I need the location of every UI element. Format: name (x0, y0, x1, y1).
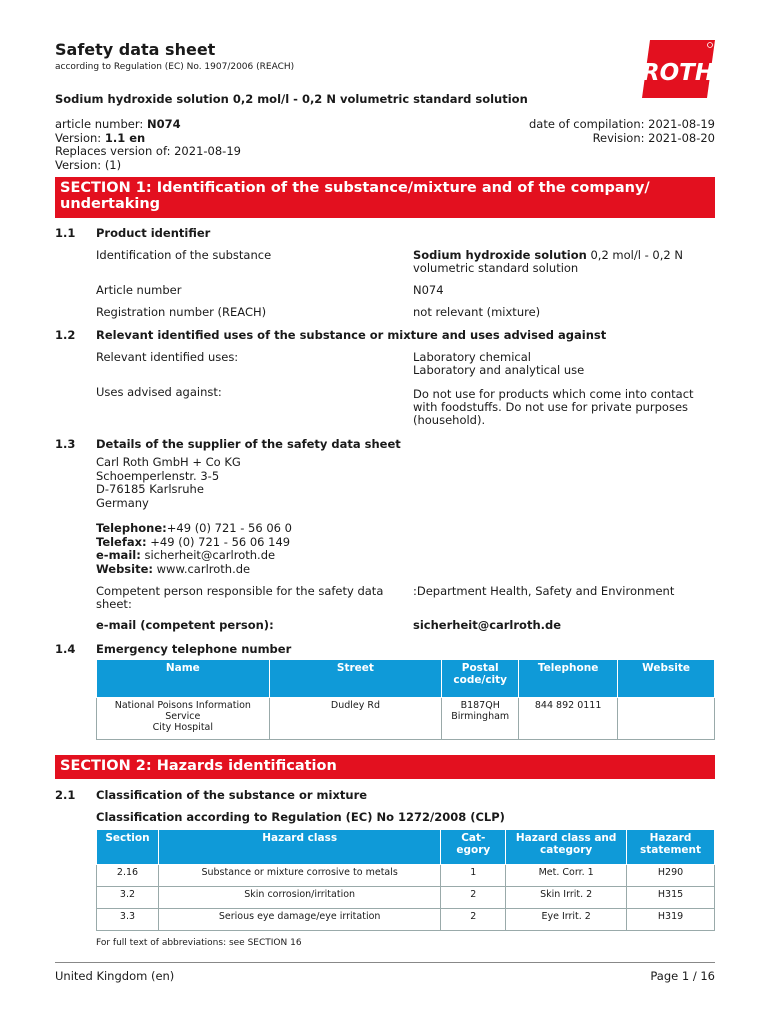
document-subtitle: according to Regulation (EC) No. 1907/2006 (REACH) (55, 62, 295, 72)
table-cell: Skin Irrit. 2 (506, 887, 627, 909)
supplier-contacts (96, 522, 292, 576)
table-cell-website (618, 698, 715, 740)
against-line: (household). (413, 413, 486, 427)
version-label: Version: (55, 130, 102, 145)
table-cell-telephone: 844 892 0111 (519, 698, 618, 740)
against-value (413, 388, 694, 427)
uses-line: Laboratory chemical (413, 350, 531, 364)
table-header: Postal code/city (442, 660, 519, 698)
article-number-value: N074 (146, 117, 181, 131)
against-line: Do not use for products which come into contact (413, 387, 694, 401)
subsection-title: Emergency telephone number (96, 642, 292, 656)
section-2-header (55, 755, 715, 779)
subsection-number: 1.4 (55, 642, 76, 656)
telephone-label: Telephone: (96, 521, 167, 535)
table-header-row (97, 830, 715, 865)
uses-label: Relevant identified uses: (96, 350, 239, 364)
hazard-table (96, 829, 715, 931)
table-header: Cat- egory (441, 830, 506, 865)
competent-value: :Department Health, Safety and Environment (413, 584, 675, 598)
against-line: with foodstuffs. Do not use for private purposes (413, 400, 689, 414)
table-row (97, 887, 715, 909)
table-cell: Skin corrosion/irritation (158, 887, 440, 909)
telephone-value: +49 (0) 721 - 56 06 0 (166, 521, 292, 535)
abbreviations-note: For full text of abbreviations: see SECTION 16 (96, 938, 302, 948)
subsection-number: 2.1 (55, 788, 76, 802)
table-cell: Substance or mixture corrosive to metals (158, 865, 440, 887)
company-street: Schoemperlenstr. 3-5 (96, 468, 220, 483)
cell-line: National Poisons Information (114, 700, 251, 711)
article-label: Article number (96, 283, 182, 297)
table-cell-postal (442, 698, 519, 740)
subsection-title: Relevant identified uses of the substance or mixture and uses advised against (96, 328, 607, 342)
table-cell: Serious eye damage/eye irritation (158, 909, 440, 931)
table-cell-name (97, 698, 270, 740)
cell-line: City Hospital (152, 722, 214, 733)
competent-label-line: sheet: (96, 597, 132, 611)
subsection-number: 1.2 (55, 328, 76, 342)
emergency-table (96, 659, 715, 740)
meta-left (55, 118, 241, 172)
article-value: N074 (413, 283, 444, 297)
table-cell: Eye Irrit. 2 (506, 909, 627, 931)
reach-value: not relevant (mixture) (413, 305, 541, 319)
table-cell: H315 (627, 887, 715, 909)
document-title: Safety data sheet (55, 40, 216, 59)
ident-value-rest: 0,2 mol/l - 0,2 N (586, 248, 683, 262)
table-row (97, 909, 715, 931)
footer-locale: United Kingdom (en) (55, 969, 175, 983)
uses-value (413, 351, 584, 377)
telefax-value: +49 (0) 721 - 56 06 149 (146, 534, 291, 549)
ident-value (413, 249, 683, 275)
company-city: D-76185 Karlsruhe (96, 482, 204, 496)
email-competent-value[interactable]: sicherheit@carlroth.de (413, 618, 562, 632)
website-label: Website: (96, 561, 153, 576)
section-2-title: SECTION 2: Hazards identification (60, 758, 337, 774)
product-name: Sodium hydroxide solution 0,2 mol/l - 0,2 N volumetric standard solution (55, 92, 528, 106)
subsection-title: Classification of the substance or mixture (96, 788, 368, 802)
section-1-title-line2: undertaking (60, 196, 161, 212)
roth-logo (642, 40, 715, 98)
table-cell: 2.16 (97, 865, 159, 887)
table-cell: 3.2 (97, 887, 159, 909)
compilation-date: date of compilation: 2021-08-19 (528, 117, 715, 131)
email-label: e-mail: (96, 548, 141, 562)
table-header: Website (618, 660, 715, 698)
table-cell: 2 (441, 887, 506, 909)
section-1-title-line1: SECTION 1: Identification of the substance/mixture and of the company/ (60, 180, 650, 196)
competent-label (96, 585, 383, 611)
version-value: 1.1 en (104, 130, 146, 145)
cell-line: B187QH (460, 700, 500, 711)
table-header: Hazard class (158, 830, 440, 865)
subsection-title: Product identifier (96, 226, 211, 240)
table-row (97, 698, 715, 740)
ident-value-bold: Sodium hydroxide solution (413, 248, 587, 262)
revision-date: Revision: 2021-08-20 (592, 130, 715, 145)
section-1-header (55, 177, 715, 218)
email-competent-label: e-mail (competent person): (96, 618, 274, 632)
table-header: Hazard class and category (506, 830, 627, 865)
subsection-number: 1.1 (55, 226, 76, 240)
telefax-label: Telefax: (96, 534, 147, 549)
table-header: Name (97, 660, 270, 698)
table-header: Telephone (519, 660, 618, 698)
table-cell: Met. Corr. 1 (506, 865, 627, 887)
ident-value-line2: volumetric standard solution (413, 261, 579, 275)
replaces-version: Replaces version of: 2021-08-19 (55, 144, 241, 158)
table-cell: 1 (441, 865, 506, 887)
company-name: Carl Roth GmbH + Co KG (96, 455, 241, 469)
cell-line: Service (165, 711, 201, 722)
footer-divider (55, 962, 715, 963)
table-cell: 2 (441, 909, 506, 931)
table-cell-street: Dudley Rd (269, 698, 442, 740)
competent-label-line: Competent person responsible for the safety data (96, 584, 384, 598)
table-cell: H319 (627, 909, 715, 931)
logo-text: ROTH (642, 60, 715, 86)
table-header: Hazard statement (627, 830, 715, 865)
email-value[interactable]: sicherheit@carlroth.de (140, 548, 276, 562)
table-header-row (97, 660, 715, 698)
article-number-label: article number: (55, 117, 144, 131)
ident-label: Identification of the substance (96, 248, 272, 262)
uses-line: Laboratory and analytical use (413, 363, 585, 377)
table-cell: 3.3 (97, 909, 159, 931)
table-cell: H290 (627, 865, 715, 887)
table-header: Section (97, 830, 159, 865)
subsection-number: 1.3 (55, 437, 76, 451)
previous-version: Version: (1) (55, 157, 122, 172)
cell-line: Birmingham (451, 711, 510, 722)
meta-right (529, 118, 715, 145)
table-header: Street (269, 660, 442, 698)
company-country: Germany (96, 495, 149, 510)
subsection-title: Details of the supplier of the safety data sheet (96, 437, 401, 451)
supplier-address (96, 456, 241, 510)
against-label: Uses advised against: (96, 385, 222, 399)
reach-label: Registration number (REACH) (96, 305, 267, 319)
table-row (97, 865, 715, 887)
website-value[interactable]: www.carlroth.de (153, 561, 251, 576)
clp-title: Classification according to Regulation (EC) No 1272/2008 (CLP) (96, 810, 505, 824)
footer-page-number: Page 1 / 16 (650, 969, 715, 983)
